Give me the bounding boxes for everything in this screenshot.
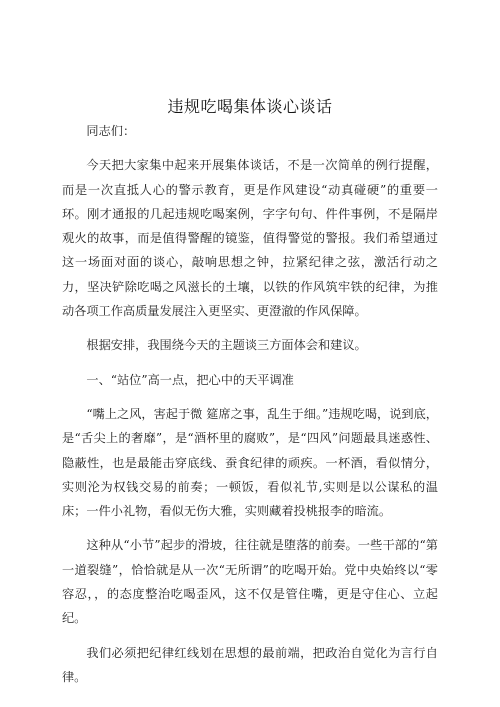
paragraph-arrangement: 根据安排，我围绕今天的主题谈三方面体会和建议。 xyxy=(86,338,367,353)
paragraph-section-1-c: 我们必须把纪律红线划在思想的最前端，把政治自觉化为言行自律。 xyxy=(62,645,438,684)
paragraph-section-1-a: “嘴上之风，害起于微 筵席之事，乱生于细。”违规吃喝，说到底，是“舌尖上的奢靡”，是“酒杯里的腐败”，是“四风”问题最具迷惑性、隐蔽性，也是最能击穿底线、蚕食纪律的顽疾。一杯酒，看似情分，实则沦为权钱交易的前奏；一顿饭，看似礼节,实则是以公谋私的温床；一件小礼物，看似无伤大雅，实则藏着投桃报李的暗流。 xyxy=(62,406,438,519)
greeting: 同志们： xyxy=(86,124,136,138)
section-heading-1: 一、“站位”高一点，把心中的天平调准 xyxy=(86,372,294,387)
document-body xyxy=(62,119,438,699)
paragraph-section-1-b: 这种从“小节”起步的滑坡，往往就是堕落的前奏。一些干部的“第一道裂缝”，恰恰就是从一次“无所谓”的吃喝开始。党中央始终以“零容忍，，的态度整治吃喝歪风，这不仅是管住嘴，更是守住心、立起纪。 xyxy=(62,538,438,626)
document-title: 违规吃喝集体谈心谈话 xyxy=(167,97,333,116)
paragraph-intro: 今天把大家集中起来开展集体谈话，不是一次简单的例行提醒，而是一次直抵人心的警示教育，更是作风建设“动真碰硬”的重要一环。刚才通报的几起违规吃喝案例，字字句句、件件事例，不是隔岸观火的故事，而是值得警醒的镜鉴，值得警觉的警报。我们希望通过这一场面对面的谈心，敲响思想之钟，拉紧纪律之弦，激活行动之力，坚决铲除吃喝之风滋长的土壤，以铁的作风筑牢铁的纪律，为推动各项工作高质量发展注入更坚实、更澄澈的作风保障。 xyxy=(62,158,438,319)
